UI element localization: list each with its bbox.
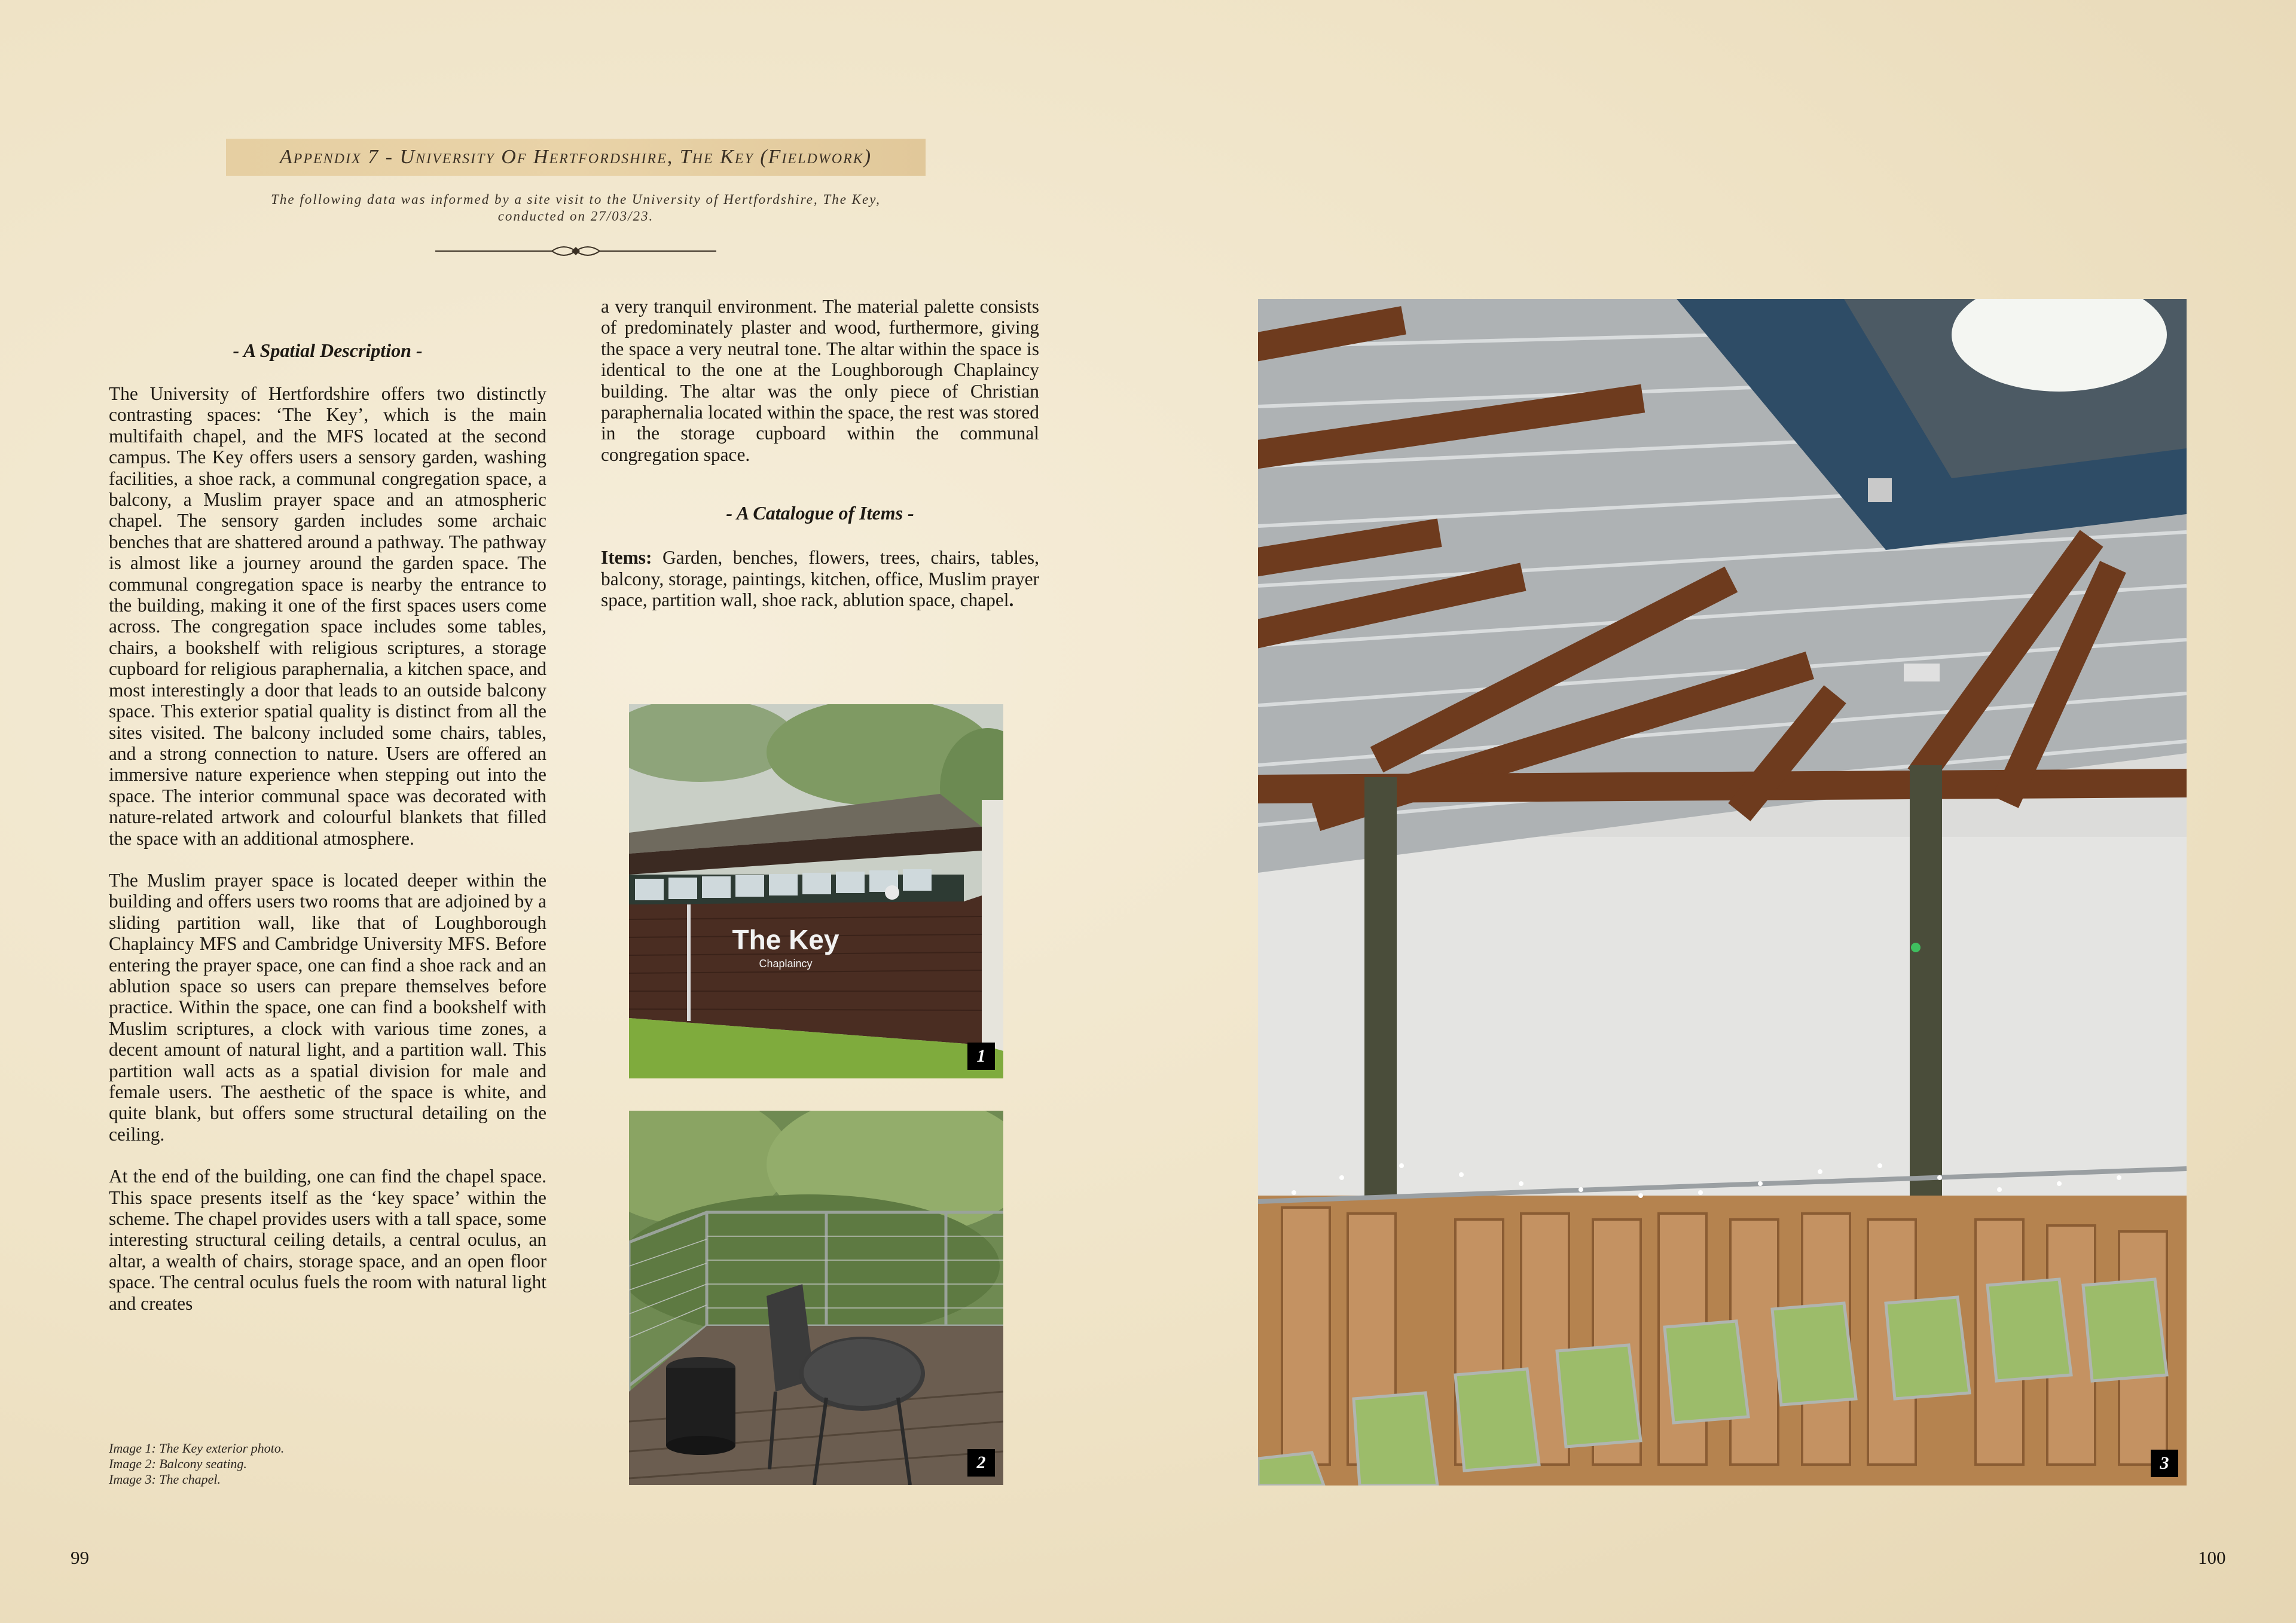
second-text-column — [601, 296, 1039, 610]
balcony-illustration — [629, 1111, 1003, 1485]
spatial-paragraph-1: The University of Hertfordshire offers two distinctly contrasting spaces: ‘The Key’, which is the main multifaith chapel, and the MFS located at the second campus. The Key offers users a sensory garden, washing facilities, a shoe rack, a communal congregation space, a balcony, a Muslim prayer space and an atmospheric chapel. The sensory garden includes some archaic benches that are shattered around a pathway. The pathway is almost like a journey around the garden space. The communal congregation space is nearby the entrance to the building, making it one of the first spaces users come across. The congregation space includes some tables, chairs, a bookshelf with religious scriptures, a storage cupboard for religious paraphernalia, a kitchen space, and most interestingly a door that leads to an outside balcony space. This exterior spatial quality is distinct from all the sites visited. The balcony included some chairs, tables, and a strong connection to nature. Users are offered an immersive nature experience when stepping out into the space. The interior communal space was decorated with nature-related artwork and colourful blankets that filled the space with an additional atmosphere. — [109, 383, 546, 849]
spatial-description-column — [109, 340, 546, 1335]
catalogue-items — [601, 547, 1039, 610]
page-number-left: 99 — [71, 1547, 89, 1568]
spatial-paragraph-2: The Muslim prayer space is located deeper within the building and offers users two rooms that are adjoined by a sliding partition wall, like that of Loughborough Chaplaincy MFS and Cambridge University MFS. Before entering the prayer space, one can find a shoe rack and an ablution space so users can prepare themselves before practice. Within the space, one can find a bookshelf with Muslim scriptures, a clock with various time zones, a decent amount of natural light, and a partition wall. This partition wall acts as a spatial division for male and female users. The aesthetic of the space is white, and quite blank, but offers some structural detailing on the ceiling. — [109, 869, 546, 1145]
image-1-exterior-photo — [629, 704, 1003, 1078]
catalogue-end: . — [1009, 589, 1014, 611]
subtitle-line-2: conducted on 27/03/23. — [497, 209, 654, 224]
spatial-paragraph-3: At the end of the building, one can find the chapel space. This space presents itself as the ‘key space’ within the scheme. The chapel provides users with a tall space, some interesting structural ceiling details, a central oculus, an altar, a wealth of chairs, storage space, and an open floor space. The central oculus fuels the room with natural light and creates — [109, 1166, 546, 1314]
image-1-badge: 1 — [967, 1043, 995, 1070]
caption-image-1: Image 1: The Key exterior photo. — [109, 1441, 285, 1456]
exterior-illustration — [629, 704, 1003, 1078]
sign-title: The Key — [732, 924, 839, 955]
page-number-right: 100 — [2198, 1547, 2226, 1568]
subtitle-line-1: The following data was informed by a site visit to the University of Hertfordshire, The Key, — [271, 192, 881, 207]
appendix-title-banner — [226, 139, 926, 176]
catalogue-heading: - A Catalogue of Items - — [726, 502, 914, 524]
chapel-illustration — [1258, 299, 2187, 1486]
spatial-description-heading: - A Spatial Description - — [233, 340, 423, 361]
image-3-chapel-photo — [1258, 299, 2187, 1486]
image-2-balcony-photo — [629, 1111, 1003, 1485]
caption-image-3: Image 3: The chapel. — [109, 1472, 221, 1487]
catalogue-label: Items: — [601, 547, 652, 568]
appendix-subtitle — [226, 191, 926, 225]
catalogue-text: Garden, benches, flowers, trees, chairs, tables, balcony, storage, paintings, kitchen, office, Muslim prayer space, partition wall, shoe rack, ablution space, chapel — [601, 547, 1039, 611]
caption-image-2: Image 2: Balcony seating. — [109, 1456, 247, 1471]
image-3-badge: 3 — [2151, 1450, 2178, 1477]
ornament-divider-icon — [435, 239, 716, 263]
sign-subtitle: Chaplaincy — [759, 958, 813, 970]
spatial-paragraph-4: a very tranquil environment. The material palette consists of predominately plaster and wood, furthermore, giving the space a very neutral tone. The altar within the space is identical to the one at the Loughborough Chaplaincy building. The altar was the only piece of Christian paraphernalia located within the space, the rest was stored in the storage cupboard within the communal congregation space. — [601, 296, 1039, 465]
image-2-badge: 2 — [967, 1449, 995, 1477]
appendix-title: Appendix 7 - University Of Hertfordshire, The Key (Fieldwork) — [279, 146, 872, 168]
image-captions — [109, 1441, 284, 1487]
